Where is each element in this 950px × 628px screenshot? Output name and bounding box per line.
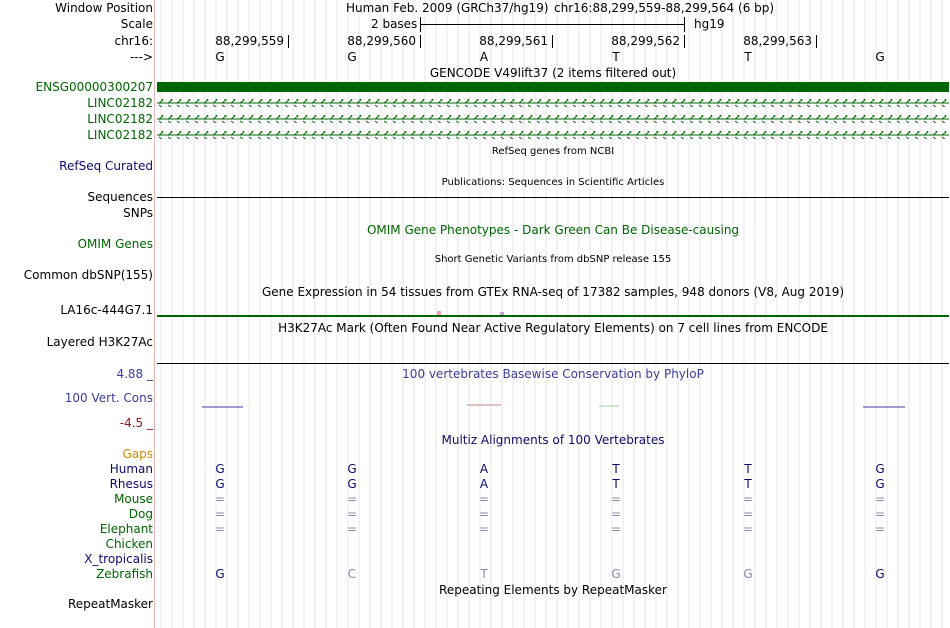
chr-label: chr16: [114, 34, 153, 48]
species-base: G [743, 567, 753, 581]
phylop-min-label: -4.5 _ [119, 416, 153, 430]
phylop-graph[interactable] [157, 400, 949, 412]
reference-base: T [744, 50, 752, 64]
phylop-label[interactable]: 100 Vert. Cons [64, 391, 153, 405]
coord-tick-mark [420, 35, 421, 48]
species-base: = [214, 492, 226, 506]
sequences-line [157, 197, 949, 198]
species-base: = [610, 492, 622, 506]
gencode-track-title: GENCODE V49lift37 (2 items filtered out) [429, 66, 677, 80]
h3k27ac-baseline [157, 363, 949, 364]
reference-base: G [347, 50, 357, 64]
species-base: = [610, 522, 622, 536]
window-position-value[interactable]: chr16:88,299,559-88,299,564 (6 bp) [554, 1, 775, 15]
omim-track-title: OMIM Gene Phenotypes - Dark Green Can Be Disease-causing [366, 223, 740, 237]
species-base: = [874, 522, 886, 536]
gencode-item-ensg[interactable]: ENSG00000300207 [35, 80, 153, 94]
refseq-label[interactable]: RefSeq Curated [59, 159, 153, 173]
coord-tick-label: 88,299,562 [611, 34, 680, 48]
species-base: = [742, 522, 754, 536]
h3k27ac-track-title: H3K27Ac Mark (Often Found Near Active Regulatory Elements) on 7 cell lines from ENCODE [278, 321, 828, 335]
scale-label: Scale [120, 17, 153, 31]
label-divider [154, 0, 155, 628]
gencode-exon-block[interactable] [157, 82, 949, 92]
species-base: G [215, 567, 225, 581]
base-grid-lines [155, 0, 950, 628]
species-label[interactable]: Mouse [114, 492, 153, 506]
publications-track-title: Publications: Sequences in Scientific Articles [441, 177, 665, 188]
species-base: = [214, 507, 226, 521]
species-base: G [875, 462, 885, 476]
species-base: = [214, 522, 226, 536]
gtex-gene-line[interactable] [157, 315, 949, 317]
species-base: = [742, 507, 754, 521]
reference-base: G [215, 50, 225, 64]
species-base: T [612, 462, 620, 476]
repeatmasker-label[interactable]: RepeatMasker [67, 597, 153, 611]
coord-tick-label: 88,299,559 [215, 34, 284, 48]
species-label[interactable]: Chicken [105, 537, 153, 551]
coord-tick-mark [684, 35, 685, 48]
species-base: T [480, 567, 488, 581]
species-base: T [744, 477, 752, 491]
reference-base: A [479, 50, 489, 64]
gtex-label[interactable]: LA16c-444G7.1 [60, 303, 153, 317]
species-base: T [744, 462, 752, 476]
species-base: = [346, 492, 358, 506]
h3k27ac-label[interactable]: Layered H3K27Ac [46, 335, 153, 349]
coord-tick-mark [552, 35, 553, 48]
species-base: G [215, 462, 225, 476]
gtex-expression-mark [437, 311, 441, 315]
species-base: = [610, 507, 622, 521]
species-base: A [479, 477, 489, 491]
species-label[interactable]: Human [109, 462, 153, 476]
multiz-track-title: Multiz Alignments of 100 Vertebrates [441, 433, 665, 447]
refseq-track-title: RefSeq genes from NCBI [491, 146, 615, 157]
scale-bar-left-tick [420, 17, 421, 32]
gencode-item-linc-3[interactable]: LINC02182 [87, 128, 153, 142]
species-label[interactable]: Elephant [99, 522, 153, 536]
gtex-expression-mark-2 [500, 312, 504, 315]
species-base: = [478, 492, 490, 506]
species-base: = [478, 522, 490, 536]
dbsnp-label[interactable]: Common dbSNP(155) [23, 268, 153, 282]
species-base: G [875, 477, 885, 491]
scale-text: 2 bases [371, 17, 418, 31]
coord-tick-label: 88,299,561 [479, 34, 548, 48]
species-base: G [347, 462, 357, 476]
coord-tick-mark [288, 35, 289, 48]
species-label[interactable]: Zebrafish [96, 567, 153, 581]
coord-tick-mark [816, 35, 817, 48]
coord-tick-label: 88,299,560 [347, 34, 416, 48]
species-base: G [875, 567, 885, 581]
species-label[interactable]: Dog [128, 507, 153, 521]
species-base: C [347, 567, 357, 581]
gtex-track-title: Gene Expression in 54 tissues from GTEx RNA-seq of 17382 samples, 948 donors (V8, Aug 2019) [261, 285, 845, 299]
gaps-label[interactable]: Gaps [122, 447, 153, 461]
species-base: G [611, 567, 621, 581]
scale-bar-right-tick [684, 17, 685, 32]
window-position-label: Window Position [55, 1, 153, 15]
phylop-max-label: 4.88 _ [116, 367, 153, 381]
species-base: G [215, 477, 225, 491]
db-label: hg19 [694, 17, 725, 31]
gencode-intron-lines[interactable] [157, 96, 949, 142]
species-base: = [874, 507, 886, 521]
phylop-track-title: 100 vertebrates Basewise Conservation by PhyloP [402, 367, 704, 381]
species-base: A [479, 462, 489, 476]
gencode-item-linc-1[interactable]: LINC02182 [87, 96, 153, 110]
species-base: = [742, 492, 754, 506]
species-base: G [347, 477, 357, 491]
assembly-title: Human Feb. 2009 (GRCh37/hg19) [346, 1, 549, 15]
dbsnp-track-title: Short Genetic Variants from dbSNP release 155 [434, 254, 672, 265]
repeatmasker-track-title: Repeating Elements by RepeatMasker [439, 583, 667, 597]
sequences-label[interactable]: Sequences [87, 190, 153, 204]
species-label[interactable]: X_tropicalis [84, 552, 153, 566]
species-label[interactable]: Rhesus [109, 477, 153, 491]
species-base: T [612, 477, 620, 491]
reference-base: T [612, 50, 620, 64]
coord-tick-label: 88,299,563 [743, 34, 812, 48]
strand-arrow-label: ---> [129, 50, 153, 64]
species-base: = [874, 492, 886, 506]
omim-label[interactable]: OMIM Genes [77, 237, 153, 251]
scale-bar [420, 24, 684, 25]
species-base: = [478, 507, 490, 521]
gencode-item-linc-2[interactable]: LINC02182 [87, 112, 153, 126]
snps-label[interactable]: SNPs [123, 206, 153, 220]
species-base: = [346, 522, 358, 536]
reference-base: G [875, 50, 885, 64]
species-base: = [346, 507, 358, 521]
